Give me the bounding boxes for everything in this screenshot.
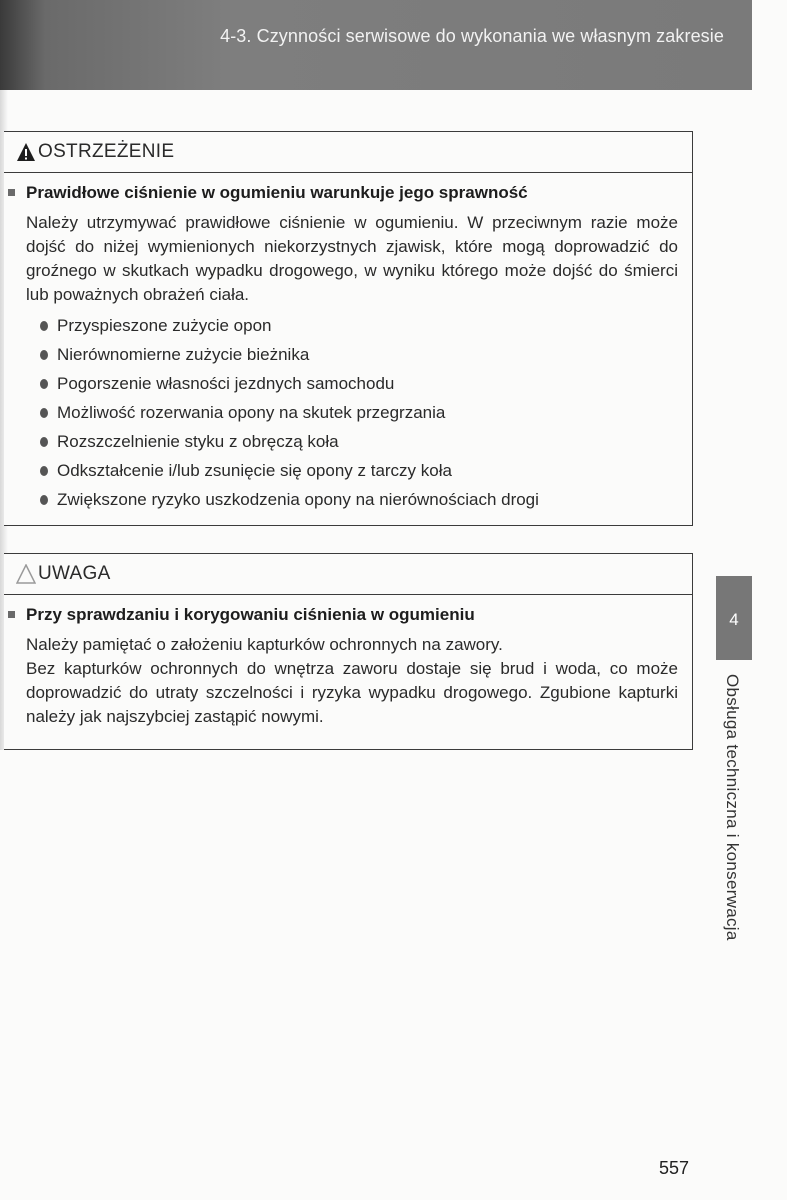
notice-box-header <box>4 554 692 595</box>
notice-line: Bez kapturków ochronnych do wnętrza zaworu dostaje się brud i woda, co może doprowadzić do utraty szczelności i ryzyka wypadku drogowego. Zgubione kapturki należy jak najszybciej zastąpić nowymi. <box>26 659 678 726</box>
chapter-tab <box>716 576 752 660</box>
list-item: Nierównomierne zużycie bieżnika <box>40 340 678 369</box>
chapter-title-vertical: Obsługa techniczna i konserwacja <box>723 674 742 941</box>
chapter-tab-number: 4 <box>729 610 739 629</box>
page-number: 557 <box>659 1158 690 1178</box>
warning-paragraph: Należy utrzymywać prawidłowe ciśnienie w ogumieniu. W przeciwnym razie może dojść do niżej wymienionych niekorzystnych zjawisk, które mogą doprowadzić do groźnego w skutkach wypadku drogowego, w wyniku którego może dojść do śmierci lub poważnych obrażeń ciała. <box>26 213 678 304</box>
bullet-dot-icon <box>40 408 48 418</box>
warning-section-title-text: Prawidłowe ciśnienie w ogumieniu warunkuje jego sprawność <box>26 183 528 202</box>
notice-heading: UWAGA <box>38 563 111 584</box>
warning-box-header <box>4 132 692 173</box>
warning-box <box>4 131 693 526</box>
section-square-icon <box>8 189 15 196</box>
list-item: Rozszczelnienie styku z obręczą koła <box>40 427 678 456</box>
list-item: Odkształcenie i/lub zsunięcie się opony z tarczy koła <box>40 456 678 485</box>
warning-bullet-list <box>14 311 678 514</box>
list-item: Przyspieszone zużycie opon <box>40 311 678 340</box>
bullet-dot-icon <box>40 495 48 505</box>
notice-line: Należy pamiętać o założeniu kapturków ochronnych na zawory. <box>26 635 503 654</box>
list-item: Pogorszenie własności jezdnych samochodu <box>40 369 678 398</box>
bullet-dot-icon <box>40 437 48 447</box>
warning-triangle-icon <box>16 142 36 162</box>
warning-heading: OSTRZEŻENIE <box>38 141 175 162</box>
notice-triangle-icon <box>16 564 36 584</box>
warning-box-body <box>4 173 692 524</box>
bullet-dot-icon <box>40 379 48 389</box>
header-title: 4-3. Czynności serwisowe do wykonania we własnym zakresie <box>220 26 724 46</box>
warning-section-title <box>14 181 678 205</box>
list-item: Możliwość rozerwania opony na skutek przegrzania <box>40 398 678 427</box>
bullet-dot-icon <box>40 321 48 331</box>
page-header <box>0 0 752 90</box>
notice-box-body <box>4 595 692 739</box>
notice-box <box>4 553 693 750</box>
list-item: Zwiększone ryzyko uszkodzenia opony na nierównościach drogi <box>40 485 678 514</box>
notice-section-title <box>14 603 678 627</box>
bullet-dot-icon <box>40 466 48 476</box>
section-square-icon <box>8 611 15 618</box>
notice-section-title-text: Przy sprawdzaniu i korygowaniu ciśnienia w ogumieniu <box>26 605 475 624</box>
bullet-dot-icon <box>40 350 48 360</box>
